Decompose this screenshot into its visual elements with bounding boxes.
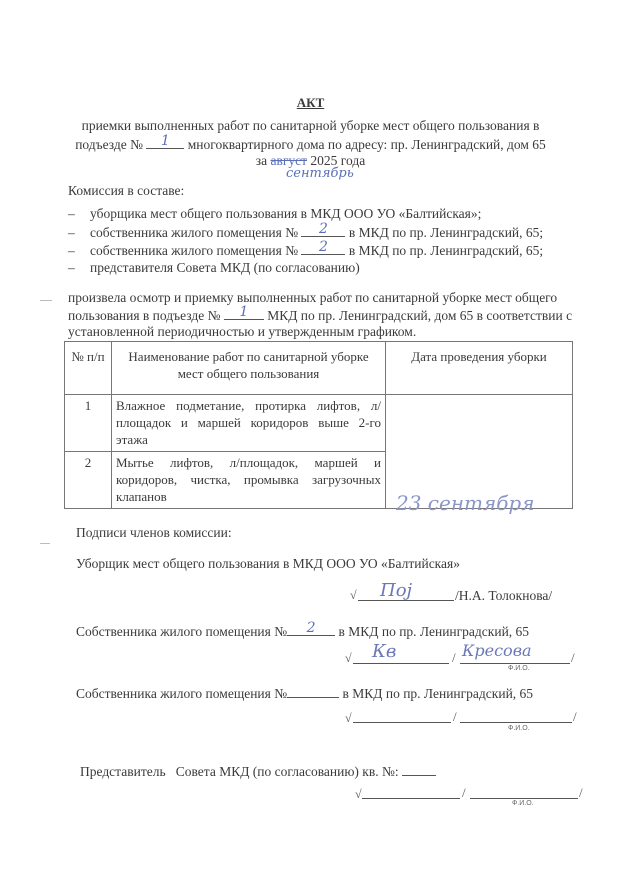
row-number: 2	[65, 452, 112, 509]
inspection-line-1: произвела осмотр и приемку выполненных работ по санитарной уборке мест общего	[68, 290, 558, 305]
row-work: Влажное подметание, протирка лифтов, л/площадок и маршей коридоров выше 2-го этажа	[112, 395, 386, 452]
rep-signature-line	[362, 798, 460, 799]
signatures-heading: Подписи членов комиссии:	[76, 525, 232, 540]
check-mark: √	[345, 651, 352, 665]
check-mark: √	[355, 787, 362, 801]
subtitle-line-2: подъезде № 1 многоквартирного дома по адресу: пр. Ленинградский, дом 65	[75, 133, 546, 152]
fio-caption: Ф.И.О.	[508, 725, 530, 732]
table-header-row	[65, 342, 573, 395]
document-title: АКТ	[296, 95, 325, 110]
struck-month: август	[270, 153, 308, 168]
fio-caption: Ф.И.О.	[512, 800, 534, 807]
commission-member: – собственника жилого помещения № 2 в МКД по пр. Ленинградский, 65;	[68, 239, 544, 258]
row-number: 1	[65, 395, 112, 452]
commission-heading: Комиссия в составе:	[68, 183, 185, 198]
entrance-number-field: 1	[146, 136, 184, 149]
slash: /	[452, 650, 456, 665]
slash: /	[462, 785, 466, 800]
period-line: за август 2025 года	[255, 153, 366, 168]
margin-mark	[40, 543, 50, 544]
commission-member: – уборщика мест общего пользования в МКД ООО УО «Балтийская»;	[68, 206, 482, 221]
handwritten-month: сентябрь	[286, 166, 354, 181]
owner1-signature-line	[353, 663, 449, 664]
handwritten-date: 23 сентября	[396, 491, 535, 515]
owner2-name-line	[460, 722, 572, 723]
owner1-name: Кресова	[462, 641, 532, 660]
fio-caption: Ф.И.О.	[508, 665, 530, 672]
header-number: № п/п	[65, 342, 112, 395]
check-mark: √	[350, 588, 357, 602]
check-mark: √	[345, 711, 352, 725]
rep-name-line	[470, 798, 578, 799]
slash: /	[571, 650, 575, 665]
row-work: Мытье лифтов, л/площадок, маршей и коридоров, чистка, промывка загрузочных клапанов	[112, 452, 386, 509]
commission-member: – собственника жилого помещения № 2 в МКД по пр. Ленинградский, 65;	[68, 221, 544, 240]
owner1-name-line	[460, 663, 570, 664]
cleaner-signature: Пој	[380, 580, 413, 601]
works-table	[64, 341, 573, 515]
slash: /	[573, 709, 577, 724]
subtitle-line-1: приемки выполненных работ по санитарной уборке мест общего пользования в	[81, 118, 540, 133]
header-work: Наименование работ по санитарной уборке мест общего пользования	[112, 342, 386, 395]
rep-line: Представитель Совета МКД (по согласованию) кв. №:	[80, 763, 436, 780]
inspection-line-2: пользования в подъезде № 1 МКД по пр. Ленинградский, дом 65 в соответствии с	[68, 304, 573, 323]
cleaner-label: Уборщик мест общего пользования в МКД ООО УО «Балтийская»	[76, 556, 460, 571]
commission-member: – представителя Совета МКД (по согласованию)	[68, 260, 360, 275]
slash: /	[579, 785, 583, 800]
margin-mark	[40, 300, 52, 301]
table-row	[65, 395, 573, 452]
header-date: Дата проведения уборки	[386, 342, 573, 395]
owner1-signature: Кв	[372, 641, 397, 662]
inspection-line-3: установленной периодичностью и утвержденным графиком.	[68, 324, 417, 339]
owner2-signature-line	[353, 722, 451, 723]
date-cell	[386, 395, 573, 515]
owner2-line: Собственника жилого помещения № в МКД по пр. Ленинградский, 65	[76, 686, 534, 701]
slash: /	[453, 709, 457, 724]
owner1-line: Собственника жилого помещения № 2 в МКД по пр. Ленинградский, 65	[76, 620, 530, 639]
cleaner-name: /Н.А. Толокнова/	[455, 588, 553, 603]
